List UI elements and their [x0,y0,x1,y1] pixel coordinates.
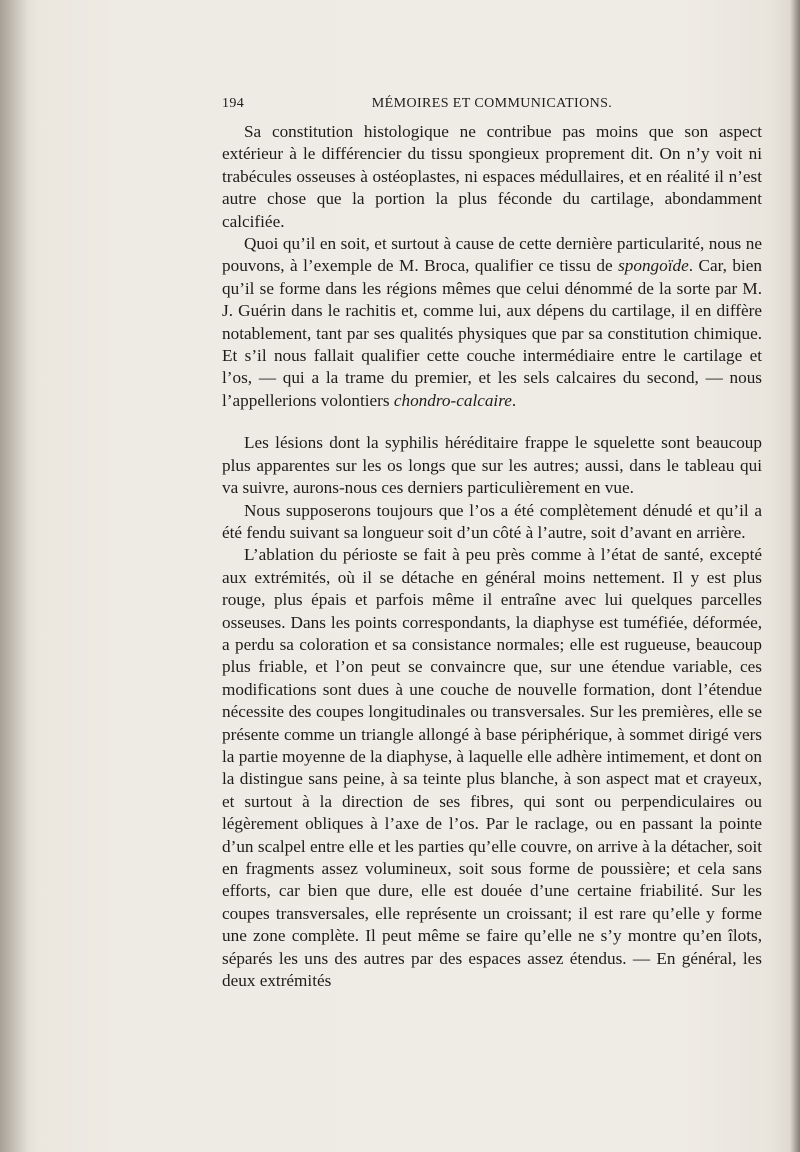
paragraph-5: L’ablation du périoste se fait à peu près comme à l’état de santé, excepté aux extrémités, où il se détache en général moins nettement. Il y est plus rouge, plus épais et parfois même il entraîne avec lui quelques parcelles osseuses. Dans les points correspondants, la diaphyse est tuméfiée, déformée, a perdu sa coloration et sa consistance normales; elle est rugueuse, beaucoup plus friable, et l’on peut se convaincre que, sur une étendue variable, ces modifications sont dues à une couche de nouvelle formation, dont l’étendue nécessite des coupes longitudinales ou transversales. Sur les premières, elle se présente comme un triangle allongé à base périphérique, à sommet dirigé vers la partie moyenne de la diaphyse, à laquelle elle adhère intimement, et dont on la distingue sans peine, à sa teinte plus blanche, à son aspect mat et crayeux, et surtout à la direction de ses fibres, qui sont ou perpendiculaires ou légèrement obliques à l’axe de l’os. Par le raclage, ou en passant la pointe d’un scalpel entre elle et les parties qu’elle couvre, on arrive à la détacher, soit en fragments assez volumineux, soit sous forme de poussière; et cela sans efforts, car bien que dure, elle est douée d’une certaine friabilité. Sur les coupes transversales, elle représente un croissant; il est rare qu’elle y forme une zone complète. Il peut même se faire qu’elle ne s’y montre qu’en îlots, séparés les uns des autres par des espaces assez étendus. — En général, les deux extrémités [222,545,762,991]
paragraph-2 [222,233,762,412]
paragraph-1: Sa constitution histologique ne contribue pas moins que son aspect extérieur à le différencier du tissu spongieux proprement dit. On n’y voit ni trabécules osseuses à ostéoplastes, ni espaces médullaires, et en réalité il n’est autre chose que la portion la plus féconde du cartilage, abondamment calcifiée. [222,122,762,231]
body-text [222,121,762,992]
page-number: 194 [222,96,245,111]
paragraph-4: Nous supposerons toujours que l’os a été complètement dénudé et qu’il a été fendu suivant sa longueur soit d’un côté à l’autre, soit d’avant en arrière. [222,500,762,542]
binding-gutter-shadow [0,0,28,1152]
paragraph-3: Les lésions dont la syphilis héréditaire frappe le squelette sont beaucoup plus apparentes sur les os longs que sur les autres; aussi, dans le tableau qui va suivre, aurons-nous ces derniers particulièrement en vue. [222,433,762,498]
page-right-edge [790,0,800,1152]
paragraph-2-text-after: . [511,390,517,410]
paragraph-2-text-middle: . Car, bien qu’il se forme dans les régions mêmes que celui dénommé de la sorte par M. J. Guérin dans le rachitis et, comme lui, aux dépens du cartilage, il en diffère notablement, tant par ses qualités physiques que par sa constitution chimique. Et s’il nous fallait qualifier cette couche intermédiaire entre le cartilage et l’os, — qui a la trame du premier, et les sels calcaires du second, — nous l’appellerions volontiers [222,256,762,410]
italic-term-spongoide: spongoïde [618,256,689,276]
paragraph-2-text-before: Quoi qu’il en soit, et surtout à cause de cette dernière particularité, nous ne pouvons, à l’exemple de M. Broca, qualifier ce tissu de [222,234,762,276]
italic-term-chondro-calcaire: chondro-calcaire [393,390,512,410]
running-header [222,96,762,116]
running-title: MÉMOIRES ET COMMUNICATIONS. [371,96,613,111]
